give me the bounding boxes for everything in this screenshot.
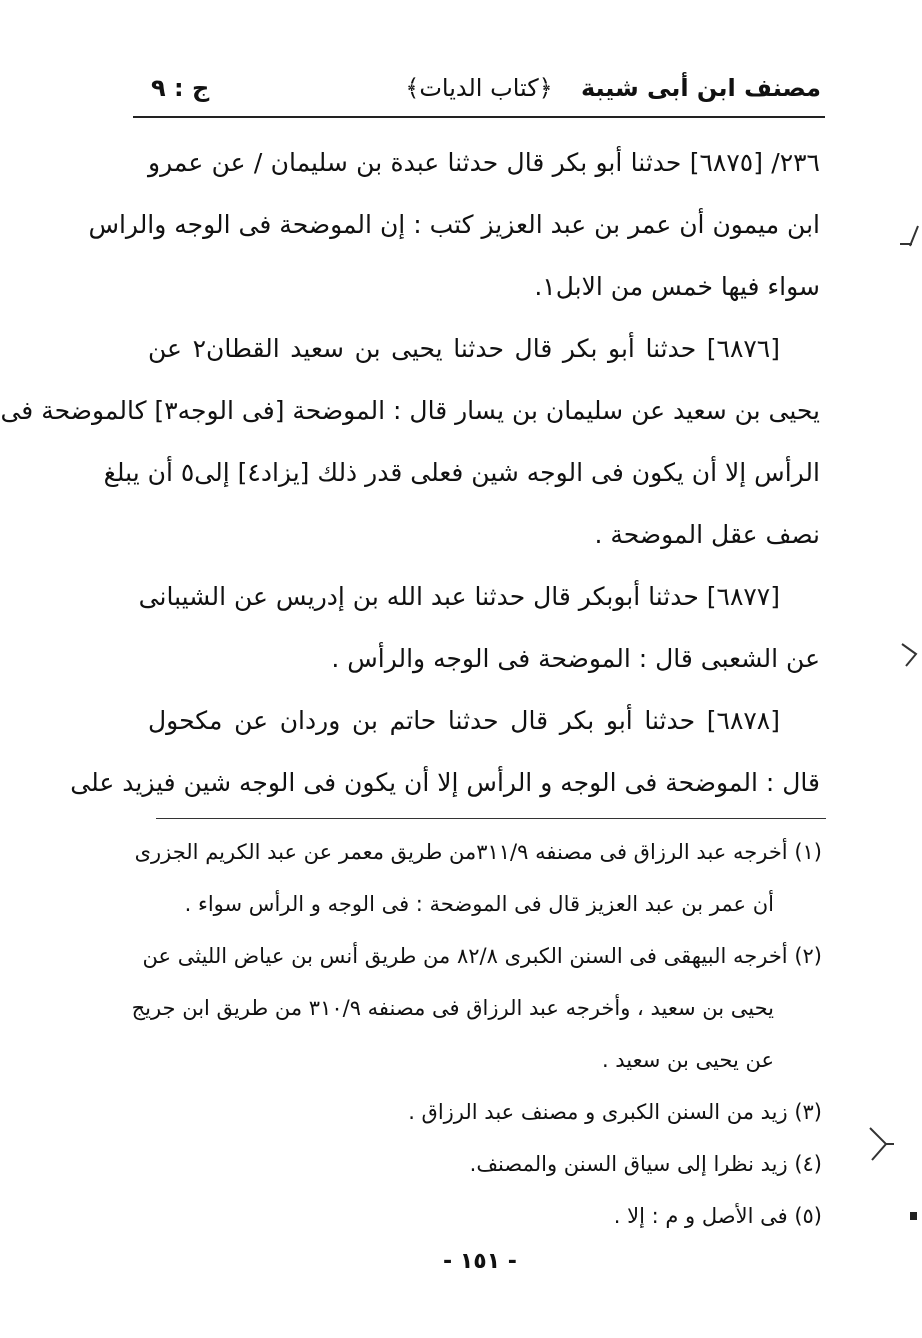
footnote-2: (٢) أخرجه البيهقى فى السنن الكبرى ٨٢/٨ من طريق أنس بن عياض الليثى عن (142, 944, 822, 968)
running-header (133, 66, 825, 114)
text-line: يحيى بن سعيد عن سليمان بن يسار قال : الموضحة [فى الوجه٣] كالموضحة فى (0, 396, 820, 425)
paragraph-6877 (138, 566, 820, 690)
text-line: ابن ميمون أن عمر بن عبد العزيز كتب : إن الموضحة فى الوجه والراس (88, 210, 820, 239)
margin-mark-icon (874, 1126, 896, 1154)
scan-dot (910, 1212, 917, 1220)
footnote-1: (١) أخرجه عبد الرزاق فى مصنفه ٣١١/٩من طريق معمر عن عبد الكريم الجزرى (134, 840, 822, 864)
footnote-3: (٣) زيد من السنن الكبرى و مصنف عبد الرزاق . (408, 1100, 822, 1124)
volume-label: ج : ٩ (151, 74, 210, 102)
text-line: [٦٨٧٦] حدثنا أبو بكر قال حدثنا يحيى بن سعيد القطان٢ عن (148, 334, 780, 363)
text-line: قال : الموضحة فى الوجه و الرأس إلا أن يكون فى الوجه شين فيزيد على (70, 768, 820, 797)
text-line: [٦٨٧٧] حدثنا أبوبكر قال حدثنا عبد الله بن إدريس عن الشيبانى (138, 582, 780, 611)
main-text (0, 132, 820, 814)
text-line: نصف عقل الموضحة . (594, 520, 820, 549)
chapter-title: ﴿كتاب الديات﴾ (405, 74, 553, 102)
header-rule (133, 116, 825, 118)
margin-mark-icon (898, 224, 920, 252)
footnote-4: (٤) زيد نظرا إلى سياق السنن والمصنف. (469, 1152, 822, 1176)
book-title: مصنف ابن أبى شيبة (580, 74, 821, 102)
text-line: سواء فيها خمس من الابل١. (534, 272, 820, 301)
paragraph-6875 (88, 132, 820, 318)
footnotes (131, 826, 822, 1242)
paragraph-6876 (0, 318, 820, 566)
footnote-2-continued: يحيى بن سعيد ، وأخرجه عبد الرزاق فى مصنفه ٣١٠/٩ من طريق ابن جريج (131, 996, 774, 1020)
text-line: عن الشعبى قال : الموضحة فى الوجه والرأس . (331, 644, 820, 673)
page-number: - ١٥١ - (443, 1249, 517, 1274)
footnote-5: (٥) فى الأصل و م : إلا . (613, 1204, 822, 1228)
footnote-1-continued: أن عمر بن عبد العزيز قال فى الموضحة : فى الوجه و الرأس سواء . (184, 892, 774, 916)
paragraph-6878 (70, 690, 820, 814)
footnote-rule (156, 818, 826, 819)
text-line: [٦٨٧٨] حدثنا أبو بكر قال حدثنا حاتم بن وردان عن مكحول (148, 706, 780, 735)
text-line: ٢٣٦/ [٦٨٧٥] حدثنا أبو بكر قال حدثنا عبدة بن سليمان / عن عمرو (148, 148, 820, 177)
footnote-2-end: عن يحيى بن سعيد . (601, 1048, 774, 1072)
text-line: الرأس إلا أن يكون فى الوجه شين فعلى قدر ذلك [يزاد٤] إلى٥ أن يبلغ (103, 458, 820, 487)
margin-mark-icon (900, 640, 922, 668)
